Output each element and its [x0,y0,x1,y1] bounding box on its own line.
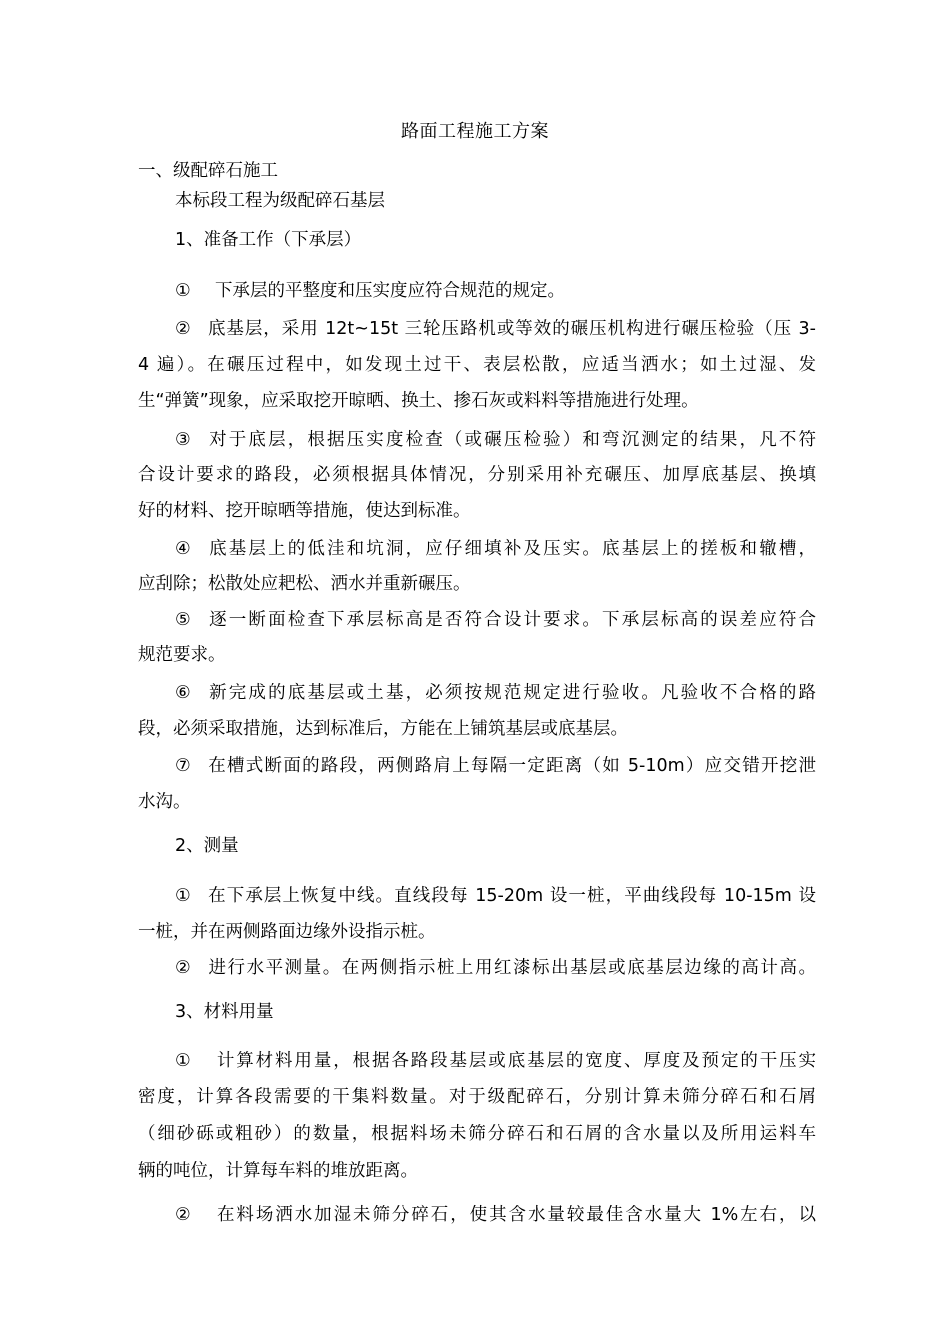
page-title: 路面工程施工方案 [401,121,549,142]
list-item-1-3-line-3: 好的材料、挖开晾晒等措施，使达到标准。 [138,501,471,521]
intro-paragraph: 本标段工程为级配碎石基层 [175,191,385,211]
item-text: 进行水平测量。在两侧指示桩上用红漆标出基层或底基层边缘的高计高。 [207,958,816,978]
item-text: 在槽式断面的路段，两侧路肩上每隔一定距离（如 5-10m）应交错开挖泄 [207,756,816,776]
subsection-heading-survey: 2、测量 [175,836,239,856]
item-number: ⑥ [175,683,191,703]
item-text: 计算材料用量，根据各路段基层或底基层的宽度、厚度及预定的干压实 [215,1051,816,1071]
item-text: 底基层上的低洼和坑洞，应仔细填补及压实。底基层上的搓板和辙槽， [207,539,816,559]
list-item-1-2-line-1 [175,317,816,341]
list-item-1-7-line-2: 水沟。 [138,792,191,812]
list-item-1-6-line-2: 段，必须采取措施，达到标准后，方能在上铺筑基层或底基层。 [138,719,628,739]
subsection-heading-preparation: 1、准备工作（下承层） [175,230,362,250]
item-text: 逐一断面检查下承层标高是否符合设计要求。下承层标高的误差应符合 [207,610,816,630]
list-item-1-5-line-1 [175,608,816,632]
list-item-1-3-line-2: 合设计要求的路段，必须根据具体情况，分别采用补充碾压、加厚底基层、换填 [138,465,816,485]
list-item-3-1-line-3: （细砂砾或粗砂）的数量，根据料场未筛分碎石和石屑的含水量以及所用运料车 [138,1124,816,1144]
item-number: ④ [175,539,191,559]
item-text: 新完成的底基层或土基，必须按规范规定进行验收。凡验收不合格的路 [207,683,816,703]
item-number: ③ [175,430,191,450]
section-heading: 一、级配碎石施工 [138,161,278,181]
item-number: ① [175,281,191,301]
item-number: ② [175,958,191,978]
list-item-1-4-line-2: 应刮除；松散处应耙松、洒水并重新碾压。 [138,574,471,594]
subsection-heading-materials: 3、材料用量 [175,1002,274,1022]
item-text: 底基层，采用 12t~15t 三轮压路机或等效的碾压机构进行碾压检验（压 3- [207,319,816,339]
list-item-3-2-line-1 [175,1203,816,1227]
item-number: ② [175,1205,191,1225]
list-item-1-4-line-1 [175,537,816,561]
list-item-2-1-line-1 [175,884,816,908]
item-number: ⑦ [175,756,191,776]
list-item-2-2-line-1 [175,956,816,980]
list-item-1-1 [175,279,565,303]
item-text: 在料场洒水加湿未筛分碎石，使其含水量较最佳含水量大 1%左右，以 [215,1205,816,1225]
list-item-1-2-line-3: 生“弹簧”现象，应采取挖开晾晒、换土、掺石灰或料料等措施进行处理。 [138,391,699,411]
list-item-3-1-line-2: 密度，计算各段需要的干集料数量。对于级配碎石，分别计算未筛分碎石和石屑 [138,1087,816,1107]
item-text: 下承层的平整度和压实度应符合规范的规定。 [215,281,565,301]
list-item-1-2-line-2: 4 遍）。在碾压过程中，如发现土过干、表层松散，应适当洒水；如土过湿、发 [138,355,816,375]
item-number: ② [175,319,191,339]
item-text: 对于底层，根据压实度检查（或碾压检验）和弯沉测定的结果，凡不符 [207,430,816,450]
list-item-1-7-line-1 [175,754,816,778]
list-item-1-3-line-1 [175,428,816,452]
list-item-1-6-line-1 [175,681,816,705]
list-item-3-1-line-1 [175,1049,816,1073]
item-number: ⑤ [175,610,191,630]
item-text: 在下承层上恢复中线。直线段每 15-20m 设一桩，平曲线段每 10-15m 设 [207,886,816,906]
item-number: ① [175,886,191,906]
list-item-2-1-line-2: 一桩，并在两侧路面边缘外设指示桩。 [138,922,436,942]
item-number: ① [175,1051,191,1071]
list-item-3-1-line-4: 辆的吨位，计算每车料的堆放距离。 [138,1161,418,1181]
list-item-1-5-line-2: 规范要求。 [138,645,226,665]
